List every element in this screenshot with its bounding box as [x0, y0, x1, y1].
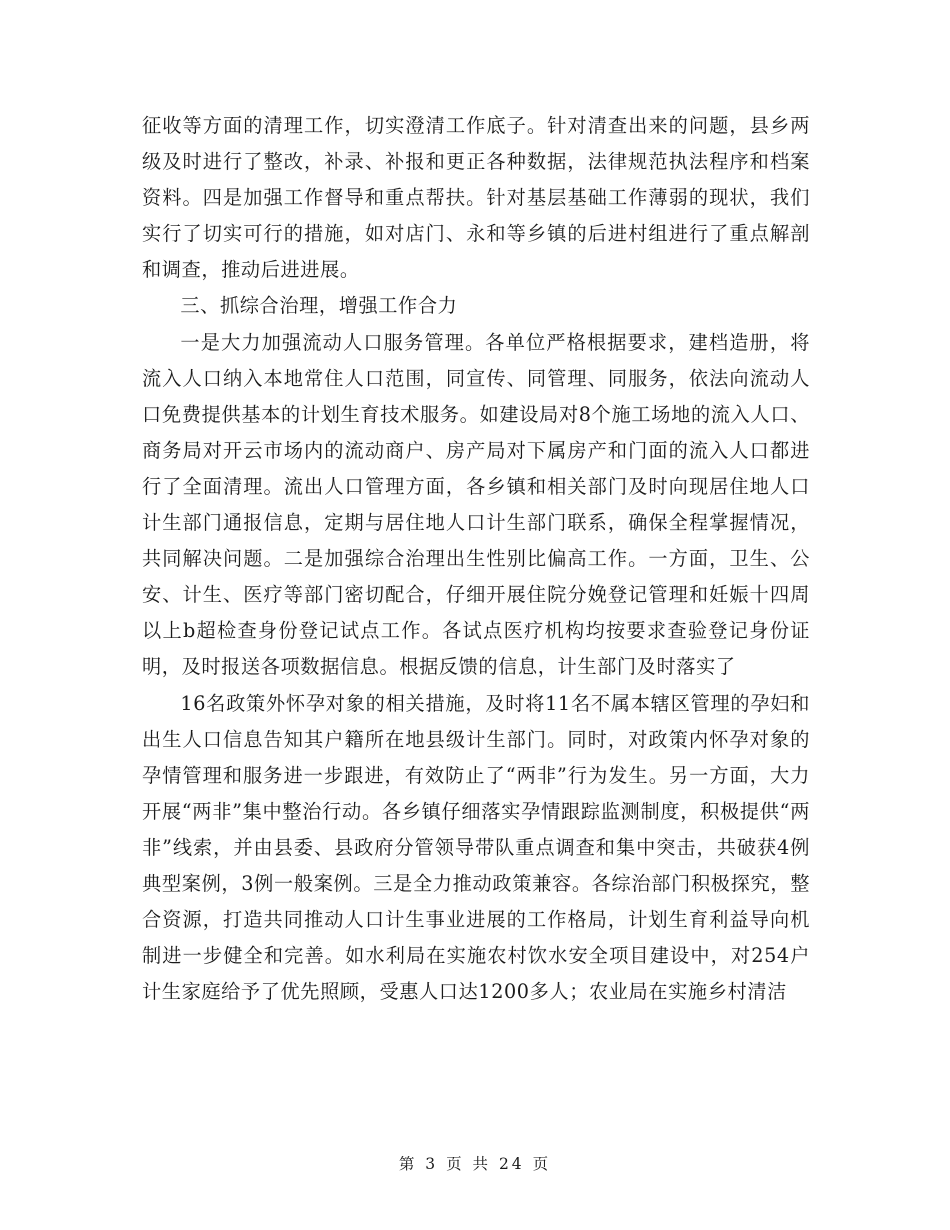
paragraph-1: 征收等方面的清理工作，切实澄清工作底子。针对清查出来的问题，县乡两级及时进行了整改，补录、补报和更正各种数据，法律规范执法程序和档案资料。四是加强工作督导和重点帮扶。针对基层基础工作薄弱的现状，我们实行了切实可行的措施，如对店门、永和等乡镇的后进村组进行了重点解剖和调查，推动后进进展。: [142, 114, 810, 282]
paragraph-4: 16名政策外怀孕对象的相关措施，及时将11名不属本辖区管理的孕妇和出生人口信息告知其户籍所在地县级计生部门。同时，对政策内怀孕对象的孕情管理和服务进一步跟进，有效防止了“两非”行为发生。另一方面，大力开展“两非”集中整治行动。各乡镇仔细落实孕情跟踪监测制度，积极提供“两非”线索，并由县委、县政府分管领导带队重点调查和集中突击，共破获4例典型案例，3例一般案例。三是全力推动政策兼容。各综治部门积极探究，整合资源，打造共同推动人口计生事业进展的工作格局，计划生育利益导向机制进一步健全和完善。如水利局在实施农村饮水安全项目建设中，对254户计生家庭给予了优先照顾，受惠人口达1200多人；农业局在实施乡村清洁: [142, 691, 810, 1004]
page-footer: 第 3 页 共 24 页: [398, 1155, 552, 1173]
document-body: [142, 108, 810, 1010]
paragraph-3: 一是大力加强流动人口服务管理。各单位严格根据要求，建档造册，将流入人口纳入本地常住人口范围，同宣传、同管理、同服务，依法向流动人口免费提供基本的计划生育技术服务。如建设局对8个施工场地的流入人口、商务局对开云市场内的流动商户、房产局对下属房产和门面的流入人口都进行了全面清理。流出人口管理方面，各乡镇和相关部门及时向现居住地人口计生部门通报信息，定期与居住地人口计生部门联系，确保全程掌握情况，共同解决问题。二是加强综合治理出生性别比偏高工作。一方面，卫生、公安、计生、医疗等部门密切配合，仔细开展住院分娩登记管理和妊娠十四周以上b超检查身份登记试点工作。各试点医疗机构均按要求查验登记身份证明，及时报送各项数据信息。根据反馈的信息，计生部门及时落实了: [142, 330, 810, 679]
paragraph-2-section-heading: 三、抓综合治理，增强工作合力: [180, 294, 458, 318]
